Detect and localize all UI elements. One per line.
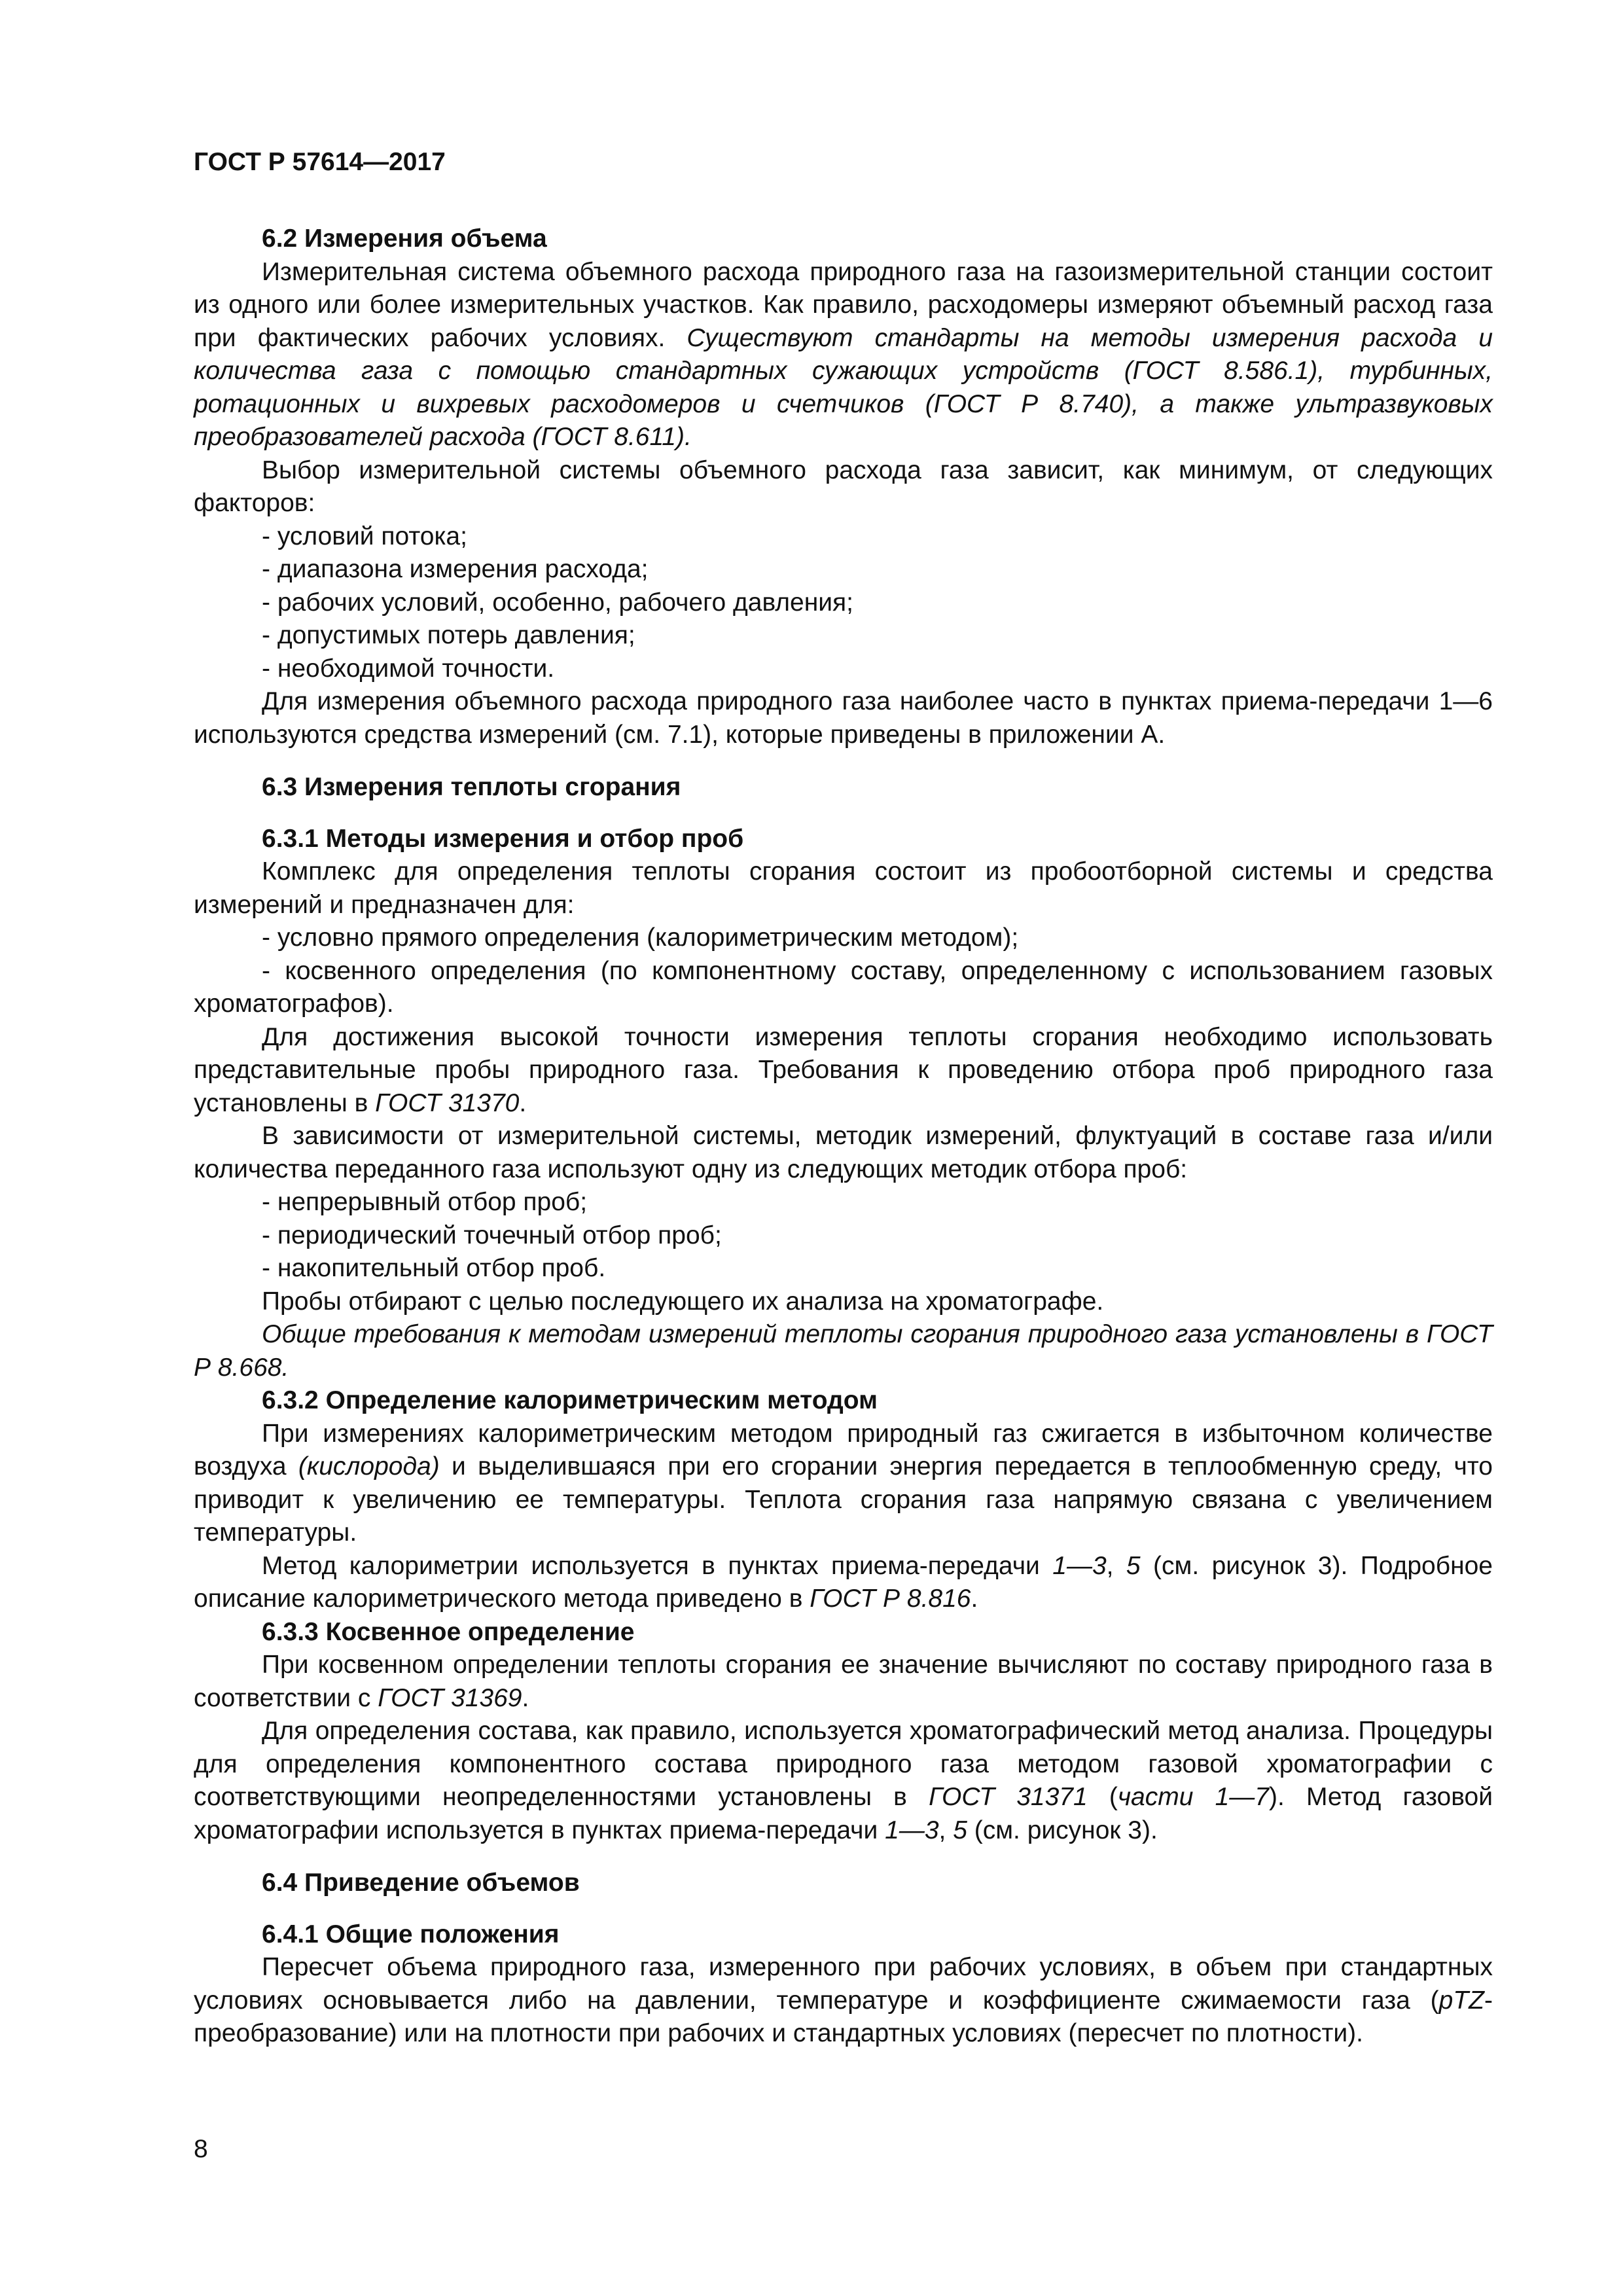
list-item: - условий потока; (262, 522, 467, 550)
subsection-heading-6-4-1: 6.4.1 Общие положения (262, 1920, 560, 1948)
paragraph: Общие требования к методам измерений теплоты сгорания природного газа установлены в ГОСТ Р 8.668. (194, 1320, 1493, 1382)
standard-reference: ГОСТ 31370 (375, 1088, 520, 1117)
paragraph: Измерительная система объемного расхода природного газа на газоизмерительной станции состоит из одного или более измерительных участков. Как правило, расходомеры измеряют объемный расход газа при фактических рабочих условиях. Существуют стандарты на методы измерения расхода и количества газа с помощью стандартных сужающих устройств (ГОСТ 8.586.1), турбинных, ротационных и вихревых расходомеров и счетчиков (ГОСТ Р 8.740), а также ультразвуковых преобразователей расхода (ГОСТ 8.611). (194, 257, 1493, 451)
subsection-heading-6-3-2: 6.3.2 Определение калориметрическим методом (262, 1386, 878, 1414)
paragraph: В зависимости от измерительной системы, методик измерений, флуктуаций в составе газа и/или количества переданного газа используют одну из следующих методик отбора проб: (194, 1122, 1493, 1183)
paragraph: Комплекс для определения теплоты сгорания состоит из пробоотборной системы и средства измерений и предназначен для: (194, 857, 1493, 919)
paragraph: Для измерения объемного расхода природного газа наиболее часто в пунктах приема-передачи 1—6 используются средства измерений (см. 7.1), которые приведены в приложении А. (194, 687, 1493, 749)
section-heading-6-4: 6.4 Приведение объемов (262, 1869, 580, 1897)
list-item: - рабочих условий, особенно, рабочего давления; (262, 588, 854, 617)
list-item: - условно прямого определения (калориметрическим методом); (262, 924, 1019, 952)
paragraph: Для достижения высокой точности измерения теплоты сгорания необходимо использовать представительные пробы природного газа. Требования к проведению отбора проб природного газа установлены в ГОСТ 31370. (194, 1022, 1493, 1117)
list-item: - необходимой точности. (262, 654, 555, 683)
list-item: - диапазона измерения расхода; (262, 555, 649, 583)
standard-reference: ГОСТ 31371 (929, 1783, 1088, 1811)
section-heading-6-2: 6.2 Измерения объема (262, 224, 547, 253)
standard-reference: ГОСТ 31369 (378, 1683, 522, 1712)
paragraph: Для определения состава, как правило, используется хроматографический метод анализа. Процедуры для определения компонентного состава природного газа методом газовой хроматографии с соответствующими неопределенностями установлены в ГОСТ 31371 (части 1—7). Метод газовой хроматографии используется в пунктах приема-передачи 1—3, 5 (см. рисунок 3). (194, 1717, 1493, 1844)
paragraph: Пробы отбирают с целью последующего их анализа на хроматографе. (262, 1287, 1104, 1316)
standard-reference: ГОСТ Р 8.816 (810, 1585, 971, 1613)
document-body (194, 223, 1493, 2051)
paragraph: При измерениях калориметрическим методом природный газ сжигается в избыточном количестве воздуха (кислорода) и выделившаяся при его сгорании энергия передается в теплообменную среду, что приводит к увеличению ее температуры. Теплота сгорания газа напрямую связана с увеличением температуры. (194, 1419, 1493, 1547)
subsection-heading-6-3-1: 6.3.1 Методы измерения и отбор проб (262, 824, 744, 853)
paragraph: Метод калориметрии используется в пунктах приема-передачи 1—3, 5 (см. рисунок 3). Подробное описание калориметрического метода приведено в ГОСТ Р 8.816. (194, 1551, 1493, 1613)
list-item: - накопительный отбор проб. (262, 1254, 606, 1282)
list-item: - допустимых потерь давления; (262, 621, 635, 649)
subsection-heading-6-3-3: 6.3.3 Косвенное определение (262, 1617, 635, 1646)
list-item: - косвенного определения (по компонентному составу, определенному с использованием газовых хроматографов). (194, 956, 1493, 1018)
list-item: - периодический точечный отбор проб; (262, 1221, 722, 1249)
paragraph: Пересчет объема природного газа, измеренного при рабочих условиях, в объем при стандартных условиях основывается либо на давлении, температуре и коэффициенте сжимаемости газа (pTZ-преобразование) или на плотности при рабочих и стандартных условиях (пересчет по плотности). (194, 1953, 1493, 2047)
page-number: 8 (194, 2135, 208, 2163)
paragraph: Выбор измерительной системы объемного расхода газа зависит, как минимум, от следующих факторов: (194, 456, 1493, 517)
document-code-header: ГОСТ Р 57614—2017 (194, 148, 446, 176)
list-item: - непрерывный отбор проб; (262, 1188, 588, 1216)
section-heading-6-3: 6.3 Измерения теплоты сгорания (262, 773, 681, 801)
paragraph: При косвенном определении теплоты сгорания ее значение вычисляют по составу природного газа в соответствии с ГОСТ 31369. (194, 1651, 1493, 1712)
